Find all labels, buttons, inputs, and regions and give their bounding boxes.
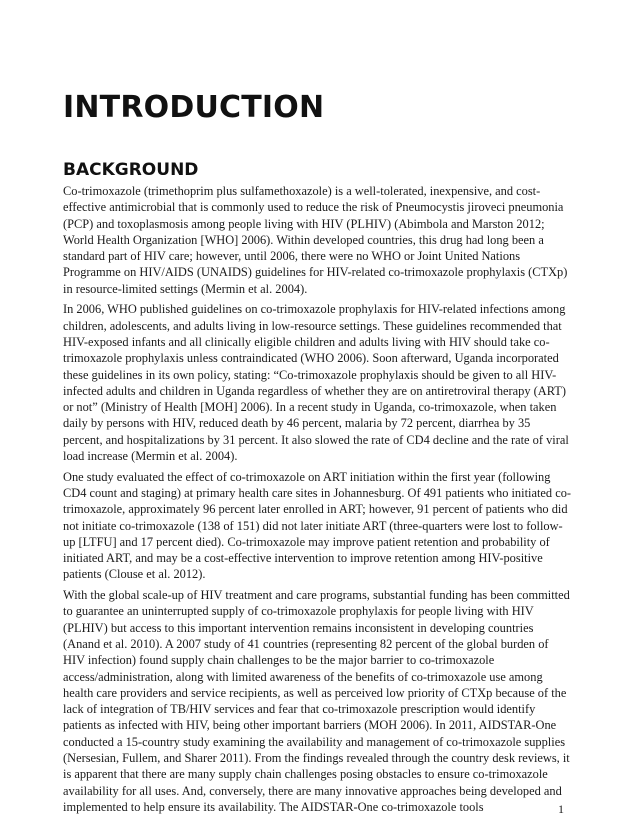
paragraph: Co-trimoxazole (trimethoprim plus sulfamethoxazole) is a well-tolerated, inexpensive, and cost-effective antimicrobial that is commonly used to reduce the risk of Pneumocystis jiroveci pneumonia (PCP) and toxoplasmosis among people living with HIV (PLHIV) (Abimbola and Marston 2012; World Health Organization [WHO] 2006). Within developed countries, this drug had long been a standard part of HIV care; however, until 2006, there were no WHO or Joint United Nations Programme on HIV/AIDS (UNAIDS) guidelines for HIV-related co-trimoxazole prophylaxis (CTXp) in resource-limited settings (Mermin et al. 2004). bbox=[63, 184, 568, 296]
body-text bbox=[63, 183, 573, 819]
chapter-heading: INTRODUCTION bbox=[63, 90, 325, 125]
paragraph: In 2006, WHO published guidelines on co-trimoxazole prophylaxis for HIV-related infections among children, adolescents, and adults living in low-resource settings. These guidelines recommended that HIV-exposed infants and all clinically eligible children and adults living with HIV should take co-trimoxazole prophylaxis unless contraindicated (WHO 2006). Soon afterward, Uganda incorporated these guidelines in its own policy, stating: “Co-trimoxazole prophylaxis should be given to all HIV-infected adults and children in Uganda regardless of whether they are on antiretroviral therapy (ART) or not” (Ministry of Health [MOH] 2006). In a recent study in Uganda, co-trimoxazole, when taken daily by persons with HIV, reduced death by 46 percent, malaria by 72 percent, diarrhea by 35 percent, and hospitalizations by 31 percent. It also slowed the rate of CD4 decline and the rate of viral load increase (Mermin et al. 2004). bbox=[63, 302, 569, 464]
paragraph: With the global scale-up of HIV treatment and care programs, substantial funding has been committed to guarantee an uninterrupted supply of co-trimoxazole prophylaxis for people living with HIV (PLHIV) but access to this important intervention remains inconsistent in developing countries (Anand et al. 2010). A 2007 study of 41 countries (representing 82 percent of the global burden of HIV infection) found supply chain challenges to be the major barrier to co-trimoxazole access/administration, along with limited awareness of the benefits of co-trimoxazole use among health care providers and service recipients, as well as perceived low priority of CTXp because of the lack of integration of TB/HIV services and fear that co-trimoxazole prescription would identify patients as infected with HIV, being other important barriers (MOH 2006). In 2011, AIDSTAR-One conducted a 15-country study examining the availability and management of co-trimoxazole supplies (Nersesian, Fullem, and Sharer 2011). From the findings revealed through the country desk reviews, it is apparent that there are many supply chain challenges posing obstacles to ensure co-trimoxazole availability for all uses. And, conversely, there are many innovative approaches being developed and implemented to help ensure its availability. The AIDSTAR-One co-trimoxazole tools bbox=[63, 588, 570, 814]
section-heading: BACKGROUND bbox=[63, 160, 199, 180]
paragraph: One study evaluated the effect of co-trimoxazole on ART initiation within the first year (following CD4 count and staging) at primary health care sites in Johannesburg. Of 491 patients who initiated co-trimoxazole, approximately 96 percent later enrolled in ART; however, 91 percent of patients who did not initiate co-trimoxazole (138 of 151) did not later initiate ART (three-quarters were lost to follow-up [LTFU] and 17 percent died). Co-trimoxazole may improve patient retention and probability of initiated ART, and may be a cost-effective intervention to improve retention among HIV-positive patients (Clouse et al. 2012). bbox=[63, 469, 572, 582]
page-number: 1 bbox=[558, 802, 564, 816]
